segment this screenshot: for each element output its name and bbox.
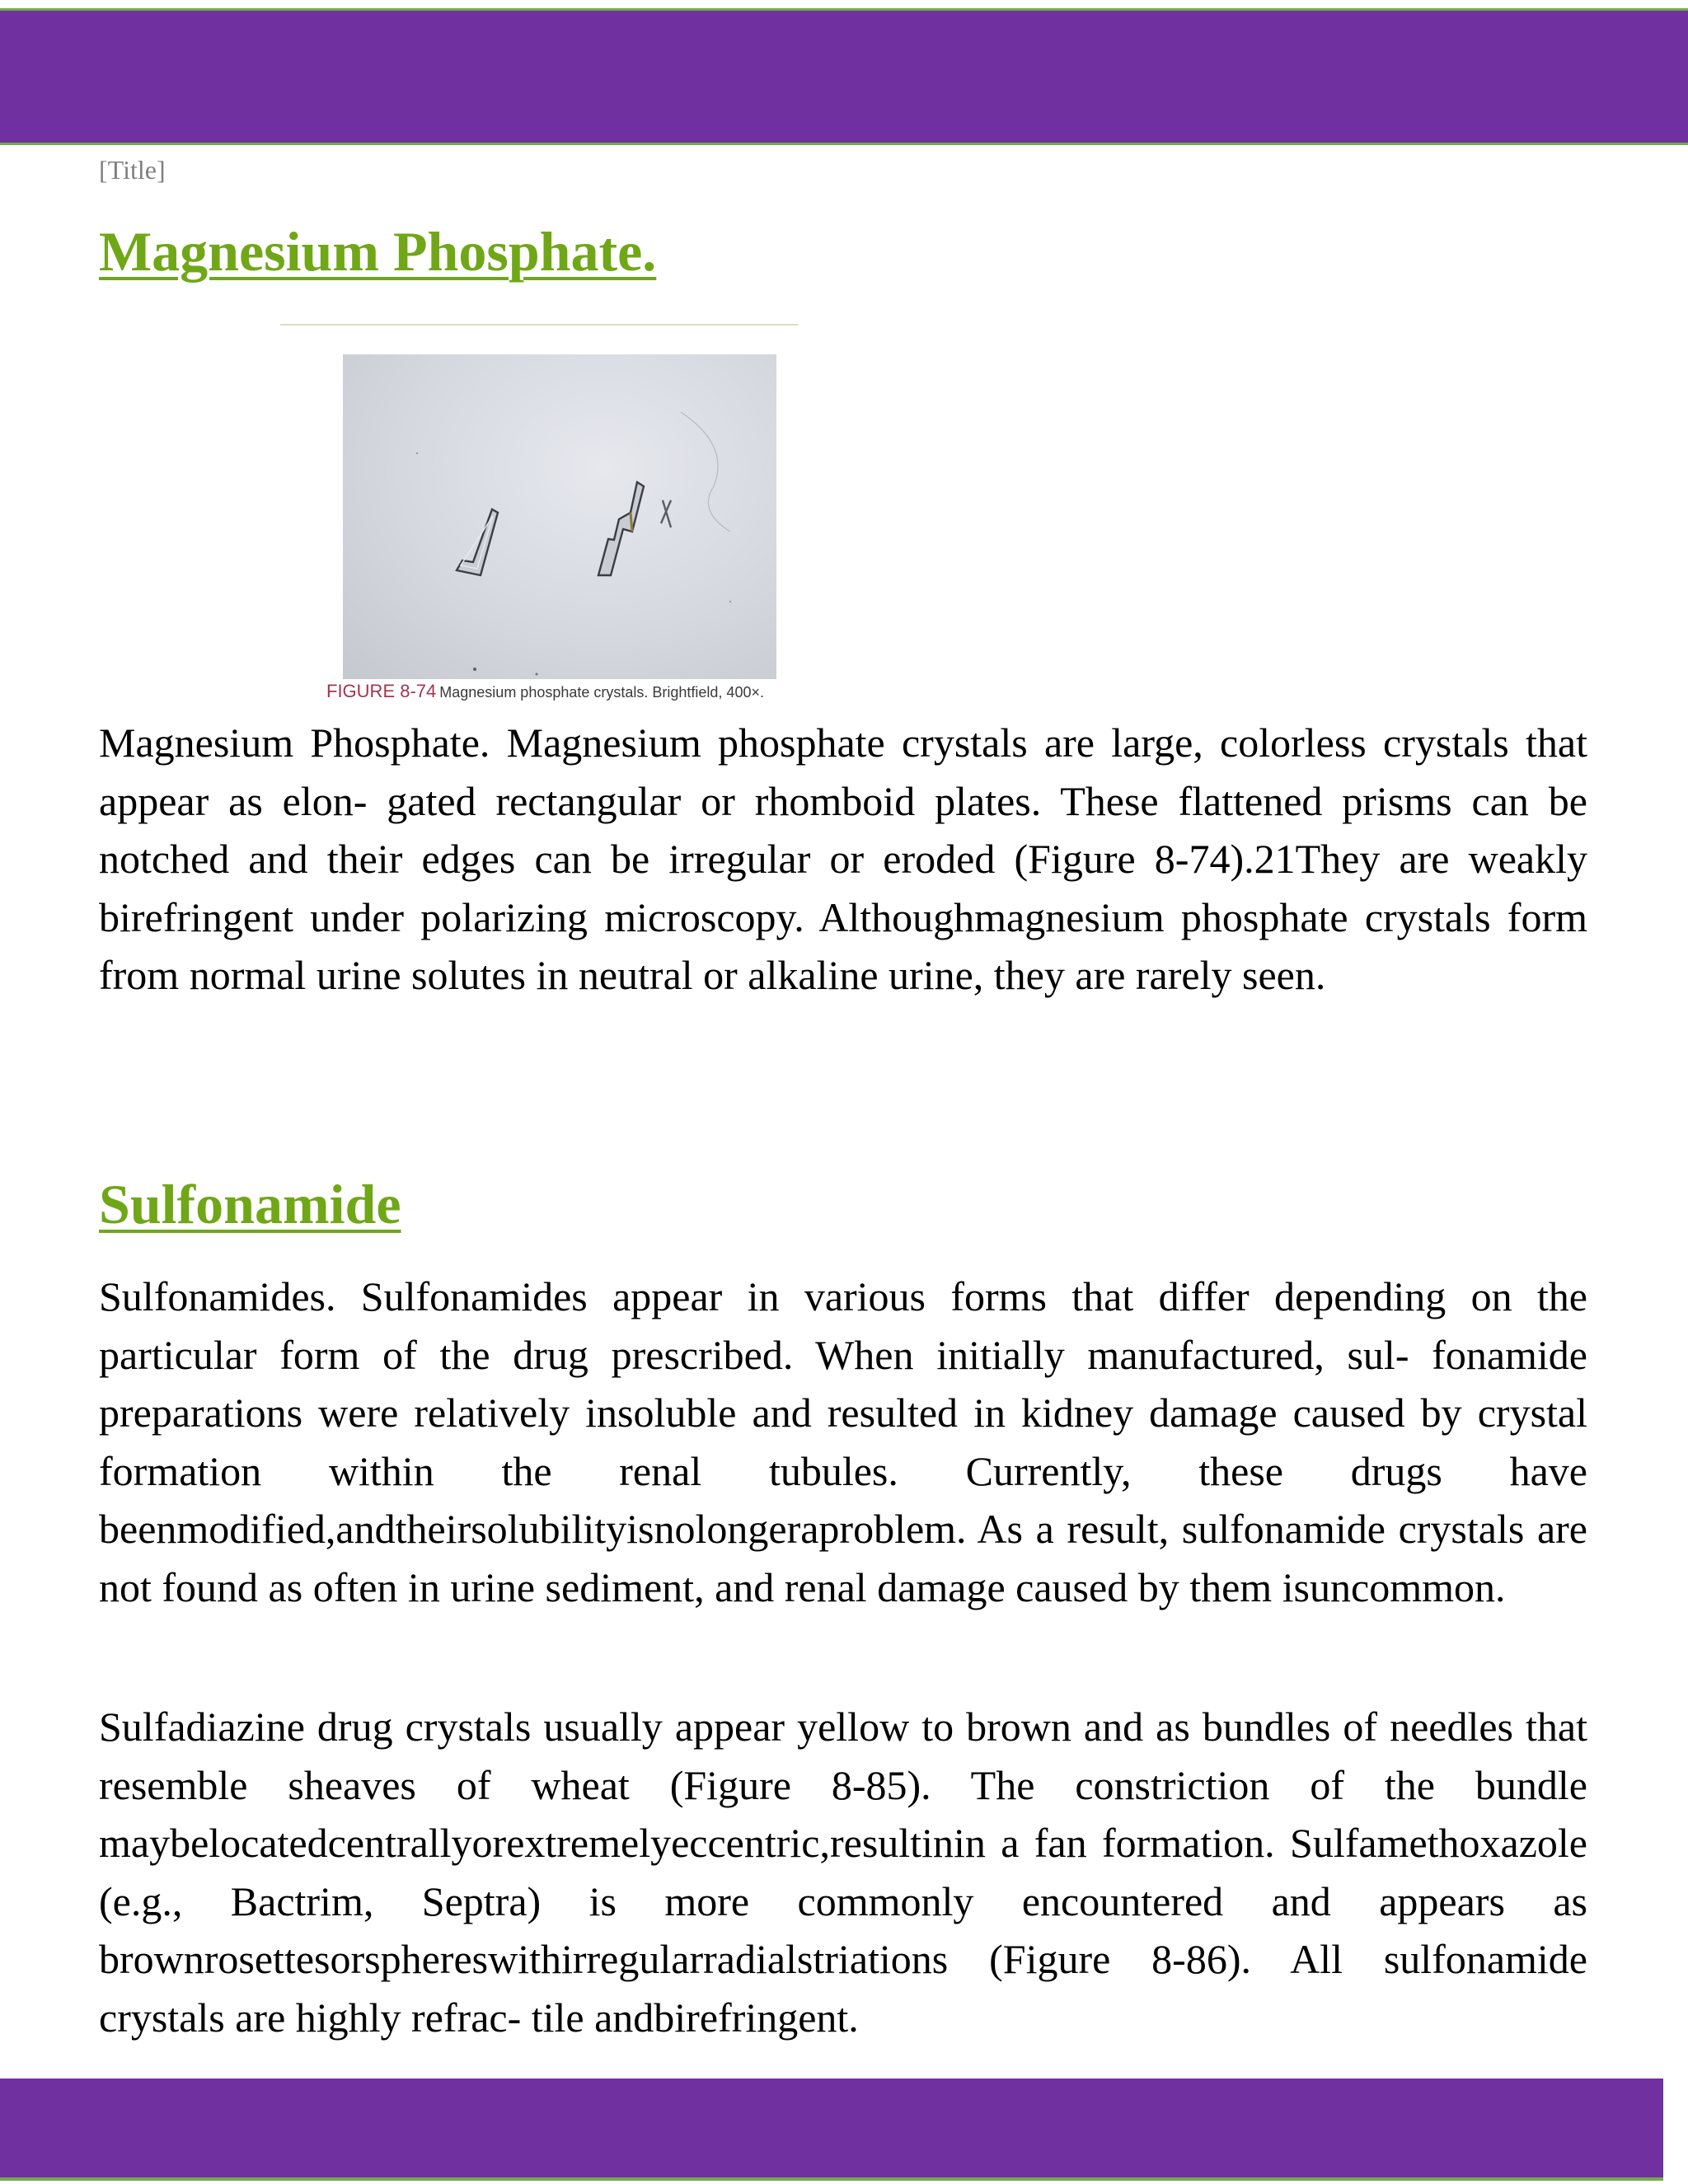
figure-label: FIGURE 8-74 [326, 681, 437, 701]
figure-caption [326, 681, 764, 702]
sulfonamide-paragraph-2: Sulfadiazine drug crystals usually appear yellow to brown and as bundles of needles that resemble sheaves of wheat (Figure 8-85). The constriction of the bundle maybelocatedcentrallyorextremelyeccentric,resultinin a fan formation. Sulfamethoxazole (e.g., Bactrim, Septra) is more commonly encountered and appears as brownrosettesorsphereswithirregularradialstriations (Figure 8-86). All sulfonamide crystals are highly refrac- tile andbirefringent. [99, 1704, 1587, 2041]
crystal-fragment [661, 500, 671, 527]
sulfonamide-paragraph-1: Sulfonamides. Sulfonamides appear in various forms that differ depending on the particular form of the drug prescribed. When initially manufactured, sul- fonamide preparations were relatively insoluble and resulted in kidney damage caused by crystal formation within the renal tubules. Currently, these drugs have beenmodified,andtheirsolubilityisnolongeraproblem. As a result, sulfonamide crystals are not found as often in urine sediment, and renal damage caused by them isuncommon. [99, 1273, 1587, 1610]
magnesium-phosphate-micrograph [343, 354, 776, 679]
magnesium-phosphate-heading: Magnesium Phosphate. [99, 220, 657, 283]
magnesium-phosphate-paragraph: Magnesium Phosphate. Magnesium phosphate crystals are large, colorless crystals that appear as elon- gated rectangular or rhomboid plates. These flattened prisms can be notched and their edges can be irregular or eroded (Figure 8-74).21They are weakly birefringent under polarizing microscopy. Althoughmagnesium phosphate crystals form from normal urine solutes in neutral or alkaline urine, they are rarely seen. [99, 719, 1587, 998]
figure-divider [280, 324, 798, 326]
crystal-plate-right [598, 482, 644, 575]
footer-band [0, 2079, 1663, 2181]
sulfonamide-heading: Sulfonamide [99, 1173, 401, 1235]
document-title-placeholder[interactable]: [Title] [99, 155, 166, 185]
header-band [0, 8, 1688, 145]
figure-caption-text: Magnesium phosphate crystals. Brightfield, 400×. [439, 684, 764, 701]
crystal-plate-left [457, 509, 498, 575]
